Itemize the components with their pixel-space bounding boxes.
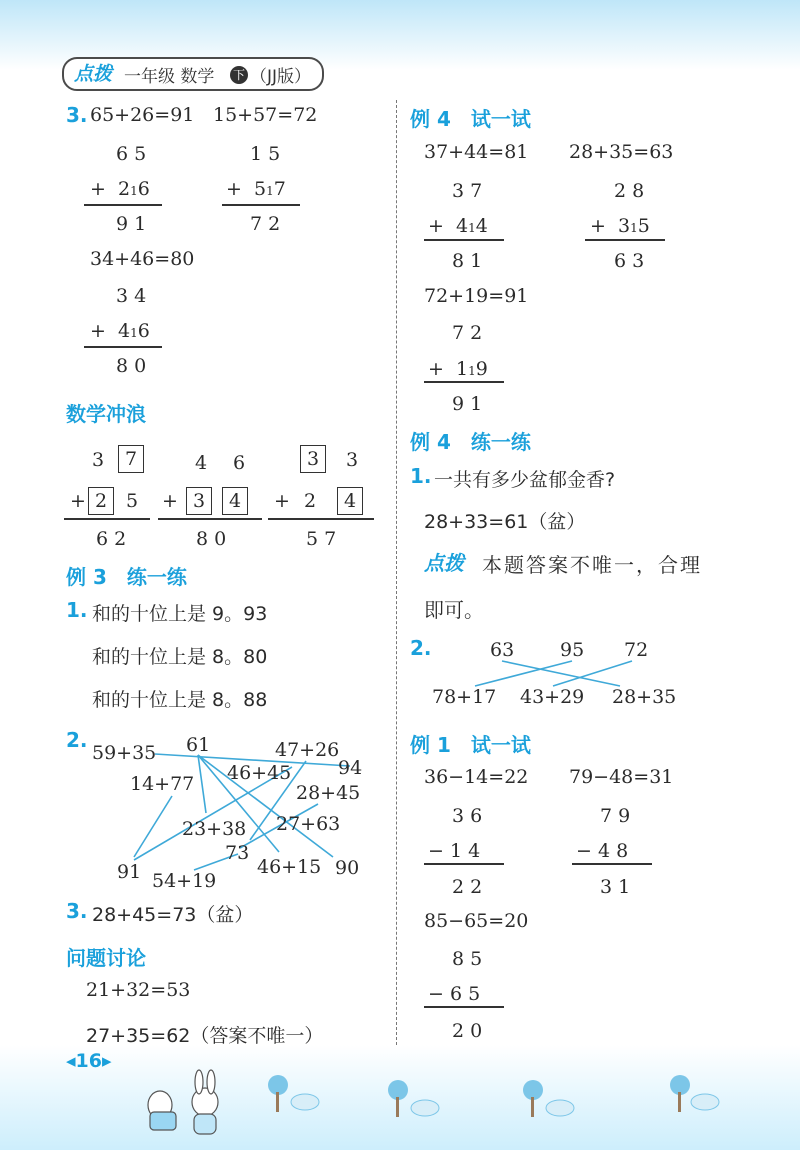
ex4prac-num1: 1.: [410, 464, 432, 488]
tip-text-2: 即可。: [424, 598, 484, 622]
p3-t1-box: 3: [300, 445, 326, 473]
m-90: 90: [335, 857, 360, 879]
ex4prac-answer: 28+33=61（盆）: [424, 511, 586, 533]
s-v1-top: 3 6: [452, 805, 483, 827]
p3-result: 5 7: [306, 528, 337, 550]
v3-result: 8 0: [116, 355, 147, 377]
v2-bottom: + 517: [226, 178, 286, 200]
m-14-77: 14+77: [130, 773, 195, 795]
p2-b2-box: 4: [222, 487, 248, 515]
p2-t2: 6: [233, 452, 246, 474]
r-v2-top: 2 8: [614, 180, 645, 202]
bushes: [291, 1094, 719, 1116]
s-v2-bottom: − 4 8: [576, 840, 629, 862]
v2-result: 7 2: [250, 213, 281, 235]
m-91: 91: [117, 861, 142, 883]
r-v1-result: 8 1: [452, 250, 483, 272]
disc-title: 问题讨论: [66, 946, 146, 970]
r-v2-bottom: + 315: [590, 215, 650, 237]
p2-b1-box: 3: [186, 487, 212, 515]
v3-top: 3 4: [116, 285, 147, 307]
p3-t2: 3: [346, 449, 359, 471]
q3-eq2: 15+57=72: [213, 104, 318, 126]
s-v3-bottom: − 6 5: [428, 983, 481, 1005]
r-v3-result: 9 1: [452, 393, 483, 415]
r-v1-top: 3 7: [452, 180, 483, 202]
p3-b1: 2: [304, 490, 317, 512]
m-73: 73: [225, 842, 250, 864]
s-v3-result: 2 0: [452, 1020, 483, 1042]
disc-line1: 21+32=53: [86, 979, 191, 1001]
m-59-35: 59+35: [92, 742, 157, 764]
q3-number: 3.: [66, 103, 88, 127]
disc-line2: 27+35=62（答案不唯一）: [86, 1025, 324, 1047]
p1-op: +: [70, 490, 86, 512]
s-v2-line: [572, 863, 652, 865]
ex4try-eq3: 72+19=91: [424, 285, 529, 307]
ex3-num2: 2.: [66, 728, 88, 752]
logo-text: 点拨: [74, 63, 113, 85]
m-94: 94: [338, 757, 363, 779]
m-23-38: 23+38: [182, 818, 247, 840]
r-v1-bottom: + 414: [428, 215, 488, 237]
tip-label: 点拨: [424, 551, 464, 575]
r-v3-bottom: + 119: [428, 358, 488, 380]
m-27-63: 27+63: [276, 813, 341, 835]
trees: [268, 1075, 690, 1117]
m-46-45: 46+45: [227, 762, 292, 784]
q3-eq1: 65+26=91: [90, 104, 195, 126]
s-v2-top: 7 9: [600, 805, 631, 827]
m-47-26: 47+26: [275, 739, 340, 761]
v1-result: 9 1: [116, 213, 147, 235]
ex4try-eq1: 37+44=81: [424, 141, 529, 163]
cross-top-63: 63: [490, 639, 515, 661]
v1-bottom: + 216: [90, 178, 150, 200]
m-46-15: 46+15: [257, 856, 322, 878]
p3-op: +: [274, 490, 290, 512]
s-v3-top: 8 5: [452, 948, 483, 970]
p1-result: 6 2: [96, 528, 127, 550]
ex1try-eq3: 85−65=20: [424, 910, 529, 932]
ex4prac-question: 一共有多少盆郁金香?: [434, 469, 616, 491]
ex1try-eq2: 79−48=31: [569, 766, 674, 788]
s-v1-bottom: − 1 4: [428, 840, 481, 862]
cross-top-72: 72: [624, 639, 649, 661]
cross-bot-2: 43+29: [520, 686, 585, 708]
p2-op: +: [162, 490, 178, 512]
footer-decoration: [0, 1060, 800, 1150]
s-v3-line: [424, 1006, 504, 1008]
header-badge: 下: [230, 64, 248, 84]
m-54-19: 54+19: [152, 870, 217, 892]
ex3-num1: 1.: [66, 598, 88, 622]
cross-bot-3: 28+35: [612, 686, 677, 708]
q3-eq3: 34+46=80: [90, 248, 195, 270]
p2-result: 8 0: [196, 528, 227, 550]
p1-b2: 5: [126, 490, 139, 512]
ex1try-title: 例 1 试一试: [410, 733, 531, 757]
ex3-title: 例 3 练一练: [66, 565, 187, 589]
header-title: 一年级 数学: [124, 67, 215, 87]
ex1try-eq1: 36−14=22: [424, 766, 529, 788]
v1-top: 6 5: [116, 143, 147, 165]
s-v1-line: [424, 863, 504, 865]
tip-text: 本题答案不唯一，合理: [482, 553, 702, 577]
v3-bottom: + 416: [90, 320, 150, 342]
bunny-illustration: [148, 1070, 218, 1134]
ex4prac-title: 例 4 练一练: [410, 430, 531, 454]
p1-t1: 3: [92, 449, 105, 471]
ex3-line3: 和的十位上是 8。88: [92, 689, 268, 711]
p3-b2-box: 4: [337, 487, 363, 515]
r-v3-top: 7 2: [452, 322, 483, 344]
ex4prac-num2: 2.: [410, 636, 432, 660]
p1-b1-box: 2: [88, 487, 114, 515]
ex3-line1: 和的十位上是 9。93: [92, 603, 268, 625]
header-edition: （JJ版）: [250, 67, 312, 87]
p2-t1: 4: [195, 452, 208, 474]
ex4try-title: 例 4 试一试: [410, 107, 531, 131]
s-v2-result: 3 1: [600, 876, 631, 898]
s-v1-result: 2 2: [452, 876, 483, 898]
page-number: ◂16▸: [66, 1050, 112, 1072]
r-v2-result: 6 3: [614, 250, 645, 272]
ex3-line2: 和的十位上是 8。80: [92, 646, 268, 668]
m-61: 61: [186, 734, 211, 756]
ex4try-eq2: 28+35=63: [569, 141, 674, 163]
surf-title: 数学冲浪: [66, 402, 146, 426]
ex3-num3: 3.: [66, 899, 88, 923]
v2-top: 1 5: [250, 143, 281, 165]
p1-t2-box: 7: [118, 445, 144, 473]
cross-bot-1: 78+17: [432, 686, 497, 708]
cross-top-95: 95: [560, 639, 585, 661]
cross-line-63: [502, 661, 620, 686]
ex3-q3: 28+45=73（盆）: [92, 904, 254, 926]
m-28-45: 28+45: [296, 782, 361, 804]
